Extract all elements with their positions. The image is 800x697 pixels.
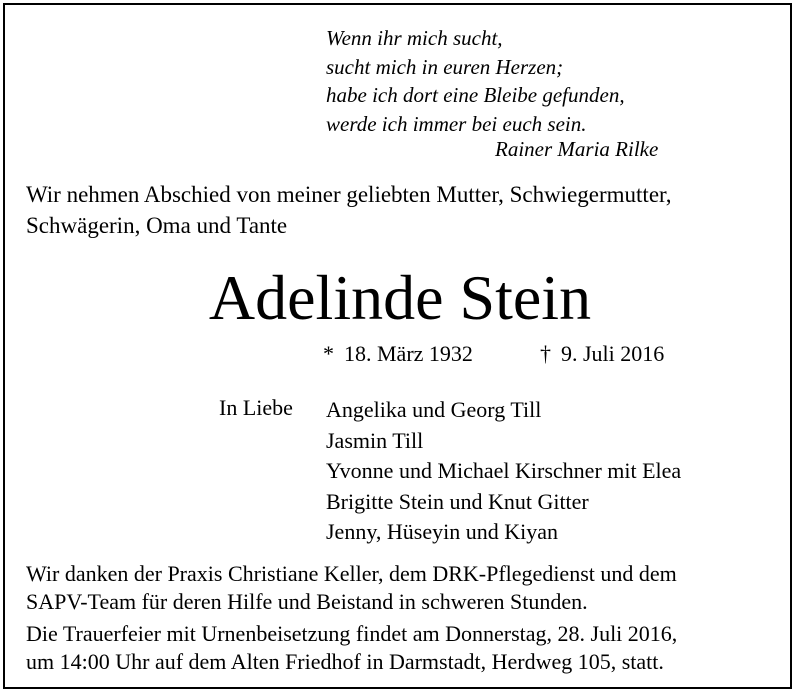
- death-date-text: 9. Juli 2016: [561, 341, 665, 366]
- thanks-text: [26, 560, 677, 616]
- poem-line: habe ich dort eine Bleibe gefunden,: [326, 83, 625, 107]
- intro-text: [26, 179, 672, 241]
- mourner-entry: Jasmin Till: [326, 427, 424, 453]
- poem-line: Wenn ihr mich sucht,: [326, 26, 503, 50]
- cross-symbol: †: [540, 341, 551, 366]
- birth-symbol: *: [323, 341, 334, 366]
- poem: [326, 24, 625, 138]
- poem-line: werde ich immer bei euch sein.: [326, 111, 587, 136]
- mourners-label: In Liebe: [219, 395, 293, 420]
- mourner-entry: Angelika und Georg Till: [326, 397, 542, 422]
- birth-date: [323, 341, 473, 367]
- intro-line: Schwägerin, Oma und Tante: [26, 213, 288, 238]
- funeral-line: Die Trauerfeier mit Urnenbeisetzung findet am Donnerstag, 28. Juli 2016,: [26, 621, 678, 646]
- deceased-name: Adelinde Stein: [208, 262, 592, 333]
- birth-date-text: 18. März 1932: [344, 341, 473, 366]
- thanks-line: Wir danken der Praxis Christiane Keller, dem DRK-Pflegedienst und dem: [26, 561, 677, 586]
- funeral-line: um 14:00 Uhr auf dem Alten Friedhof in Darmstadt, Herdweg 105, statt.: [26, 649, 664, 674]
- funeral-info: [26, 620, 677, 676]
- poem-author: Rainer Maria Rilke: [495, 137, 659, 161]
- mourners-list: [326, 395, 681, 548]
- intro-line: Wir nehmen Abschied von meiner geliebten Mutter, Schwiegermutter,: [26, 182, 672, 207]
- mourner-entry: Yvonne und Michael Kirschner mit Elea: [326, 458, 682, 483]
- death-date: [540, 341, 664, 367]
- mourner-entry: Jenny, Hüseyin und Kiyan: [326, 519, 558, 544]
- thanks-line: SAPV-Team für deren Hilfe und Beistand in schweren Stunden.: [26, 589, 588, 614]
- poem-line: sucht mich in euren Herzen;: [326, 54, 564, 79]
- mourner-entry: Brigitte Stein und Knut Gitter: [326, 488, 589, 514]
